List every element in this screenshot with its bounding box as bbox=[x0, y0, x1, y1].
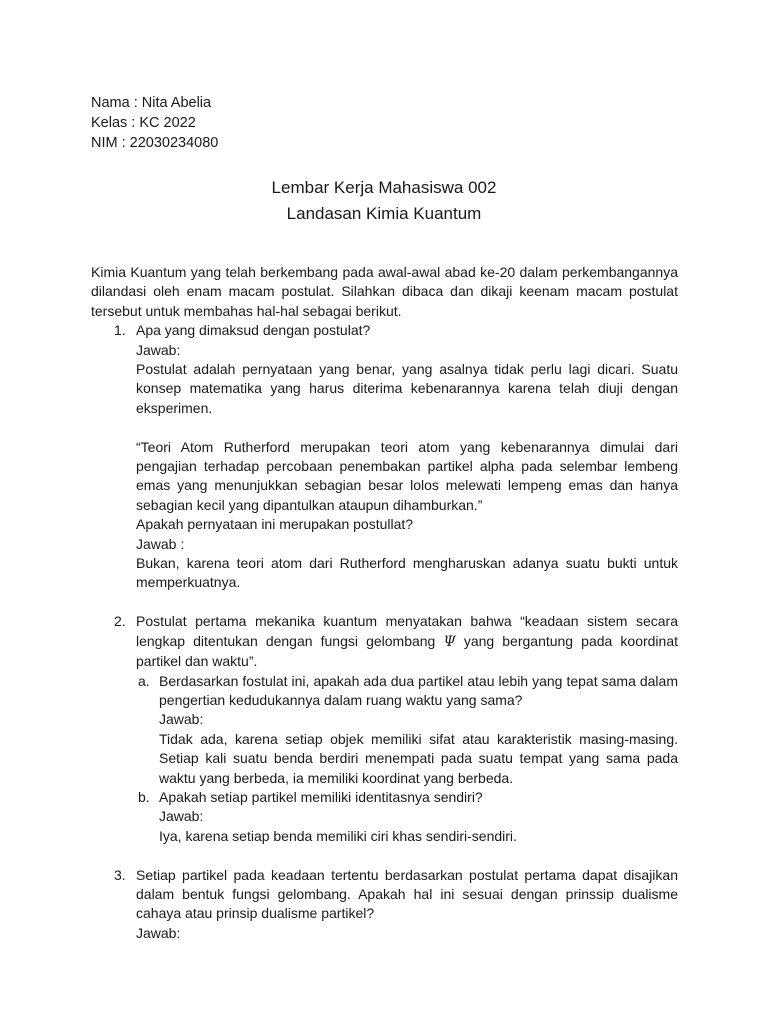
question-item-3 bbox=[91, 866, 678, 944]
question-text bbox=[136, 612, 678, 671]
item-number: 3. bbox=[114, 866, 126, 883]
answer-label: Jawab: bbox=[136, 924, 181, 941]
title-line-2: Landasan Kimia Kuantum bbox=[286, 204, 482, 223]
answer-text: Postulat adalah pernyataan yang benar, yang asalnya tidak perlu lagi dicari. Suatu konsep matematika yang harus diterima kebenarannya karena telah diuji dengan eksperimen. bbox=[136, 361, 678, 416]
item-number: 1. bbox=[114, 322, 126, 339]
question-item-2 bbox=[91, 612, 678, 846]
sub-letter: a. bbox=[138, 672, 150, 689]
sub-question-text: Berdasarkan fostulat ini, apakah ada dua partikel atau lebih yang tepat sama dalam pengertian kedudukannya dalam ruang waktu yang sama? bbox=[159, 672, 678, 708]
student-nim: NIM : 22030234080 bbox=[91, 135, 219, 151]
sub-question-b bbox=[136, 788, 678, 846]
sub-question-text: Apakah setiap partikel memiliki identitasnya sendiri? bbox=[159, 788, 483, 805]
document-title bbox=[0, 175, 768, 227]
sub-question-a bbox=[136, 672, 678, 788]
sub-answer-text: Iya, karena setiap benda memiliki ciri khas sendiri-sendiri. bbox=[159, 827, 517, 844]
quote-text: “Teori Atom Rutherford merupakan teori atom yang kebenarannya dimulai dari pengajian terhadap percobaan penembakan partikel alpha pada selembar lembeng emas yang menunjukkan sebagian besar lolos melewati lempeng emas dan hanya sebagian kecil yang dipantulkan ataupun dihamburkan.” bbox=[136, 438, 678, 513]
student-info bbox=[91, 93, 218, 153]
question-text-part-1: Postulat pertama mekanika kuantum menyatakan bahwa “keadaan sistem secara lengkap ditentukan dengan fungsi gelombang bbox=[136, 613, 678, 649]
student-name: Nama : Nita Abelia bbox=[91, 95, 212, 111]
document-body bbox=[91, 263, 678, 943]
question-text-part-2: yang bergantung pada koordinat partikel dan waktu”. bbox=[136, 632, 679, 670]
sub-answer-label: Jawab: bbox=[159, 808, 204, 825]
answer-text-2: Bukan, karena teori atom dari Rutherford mengharuskan adanya suatu bukti untuk memperkuatnya. bbox=[136, 555, 678, 591]
answer-label: Jawab: bbox=[136, 341, 181, 358]
answer-label-2: Jawab : bbox=[136, 535, 185, 552]
question-text: Apa yang dimaksud dengan postulat? bbox=[136, 322, 371, 339]
question-item-1 bbox=[91, 321, 678, 593]
psi-symbol: Ψ bbox=[443, 633, 456, 650]
student-class: Kelas : KC 2022 bbox=[91, 115, 196, 131]
item-number: 2. bbox=[114, 613, 126, 630]
question-text-2: Apakah pernyataan ini merupakan postullat? bbox=[136, 516, 414, 533]
sub-answer-text: Tidak ada, karena setiap objek memiliki sifat atau karakteristik masing-masing. Setiap kali suatu benda berdiri menempati pada suatu tempat yang sama pada waktu yang berbeda, ia memiliki koordinat yang berbeda. bbox=[159, 730, 678, 786]
sub-letter: b. bbox=[138, 788, 150, 805]
sub-answer-label: Jawab: bbox=[159, 711, 204, 728]
title-line-1: Lembar Kerja Mahasiswa 002 bbox=[271, 178, 497, 197]
intro-paragraph: Kimia Kuantum yang telah berkembang pada awal-awal abad ke-20 dalam perkembangannya dilandasi oleh enam macam postulat. Silahkan dibaca dan dikaji keenam macam postulat tersebut untuk membahas hal-hal sebagai berikut. bbox=[91, 264, 678, 319]
question-text: Setiap partikel pada keadaan tertentu berdasarkan postulat pertama dapat disajikan dalam bentuk fungsi gelombang. Apakah hal ini sesuai dengan prinssip dualisme cahaya atau prinsip dualisme partikel? bbox=[136, 866, 678, 922]
